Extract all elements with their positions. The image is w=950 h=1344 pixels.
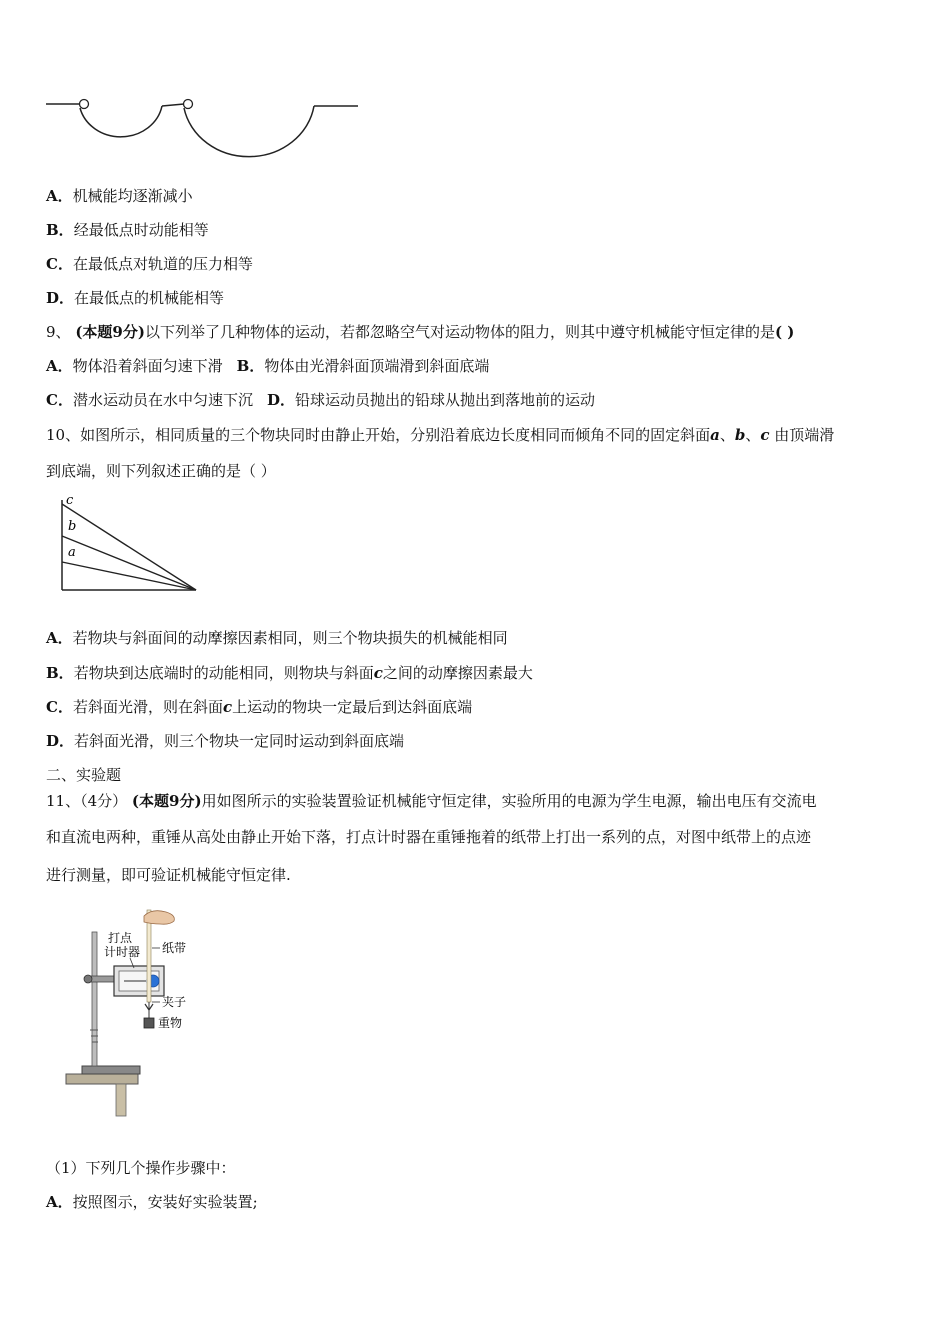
paper-tape: [147, 910, 151, 1002]
q10-option-d: D．若斜面光滑，则三个物块一定同时运动到斜面底端: [46, 732, 405, 750]
table-top: [66, 1074, 138, 1084]
label-tape: 纸带: [162, 941, 187, 955]
track-figure: [44, 96, 364, 176]
q11-stem-line1: 11、（4分） (本题9分)用如图所示的实验装置验证机械能守恒定律，实验所用的电源为学生电源，输出电压有交流电: [46, 792, 817, 810]
table-leg: [116, 1084, 126, 1116]
q8-option-b: B．经最低点时动能相等: [46, 221, 209, 239]
q10-stem-line1: 10、如图所示，相同质量的三个物块同时由静止开始，分别沿着底边长度相同而倾角不同的固定斜面a、b、c 由顶端滑: [46, 426, 835, 444]
q11-stem-line2: 和直流电两种，重锤从高处由静止开始下落，打点计时器在重锤拖着的纸带上打出一系列的点，对图中纸带上的点迹: [46, 828, 812, 846]
q9-options-cd: C．潜水运动员在水中匀速下沉 D．铅球运动员抛出的铅球从抛出到落地前的运动: [46, 391, 595, 409]
q8-option-a: A．机械能均逐渐减小: [46, 187, 193, 205]
weight-block: [144, 1018, 154, 1028]
incline-c: [62, 504, 196, 590]
inclined-planes-figure: [56, 494, 216, 598]
q10-stem-line2: 到底端，则下列叙述正确的是（ ）: [46, 462, 276, 480]
q11-stem-line3: 进行测量，即可验证机械能守恒定律.: [46, 866, 291, 884]
apparatus-figure: [64, 906, 214, 1118]
ball-right: [184, 100, 193, 109]
q8-option-c: C．在最低点对轨道的压力相等: [46, 255, 253, 273]
q11-sub1: （1）下列几个操作步骤中：: [46, 1159, 236, 1177]
incline-label-a: a: [68, 545, 76, 560]
label-clip: 夹子: [162, 995, 187, 1009]
q10-option-a: A．若物块与斜面间的动摩擦因素相同，则三个物块损失的机械能相同: [46, 629, 508, 647]
section-title: 二、实验题: [46, 766, 122, 784]
label-weight: 重物: [158, 1016, 183, 1030]
incline-b: [62, 536, 196, 590]
stand-base: [82, 1066, 140, 1074]
track-middle-ledge: [162, 104, 184, 106]
q8-option-d: D．在最低点的机械能相等: [46, 289, 225, 307]
small-semicircle-track: [80, 106, 162, 137]
q9-stem: 9、 (本题9分)以下列举了几种物体的运动，若都忽略空气对运动物体的阻力，则其中遵守机械能守恒定律的是( ): [46, 323, 795, 341]
stand-rod: [92, 932, 97, 1066]
incline-a: [62, 562, 196, 590]
q10-option-c: C．若斜面光滑，则在斜面c上运动的物块一定最后到达斜面底端: [46, 698, 473, 716]
large-semicircle-track: [184, 106, 314, 157]
incline-label-b: b: [68, 519, 77, 534]
label-timer-1: 打点: [108, 931, 133, 945]
label-timer-2: 计时器: [104, 945, 141, 959]
ball-left: [80, 100, 89, 109]
q9-options-ab: A．物体沿着斜面匀速下滑 B．物体由光滑斜面顶端滑到斜面底端: [46, 357, 490, 375]
q10-option-b: B．若物块到达底端时的动能相同，则物块与斜面c之间的动摩擦因素最大: [46, 664, 533, 682]
q11-option-a: A．按照图示，安装好实验装置;: [46, 1193, 258, 1211]
clamp-knob: [84, 975, 92, 983]
hand-holding-tape: [144, 911, 174, 925]
incline-label-c: c: [66, 493, 74, 508]
